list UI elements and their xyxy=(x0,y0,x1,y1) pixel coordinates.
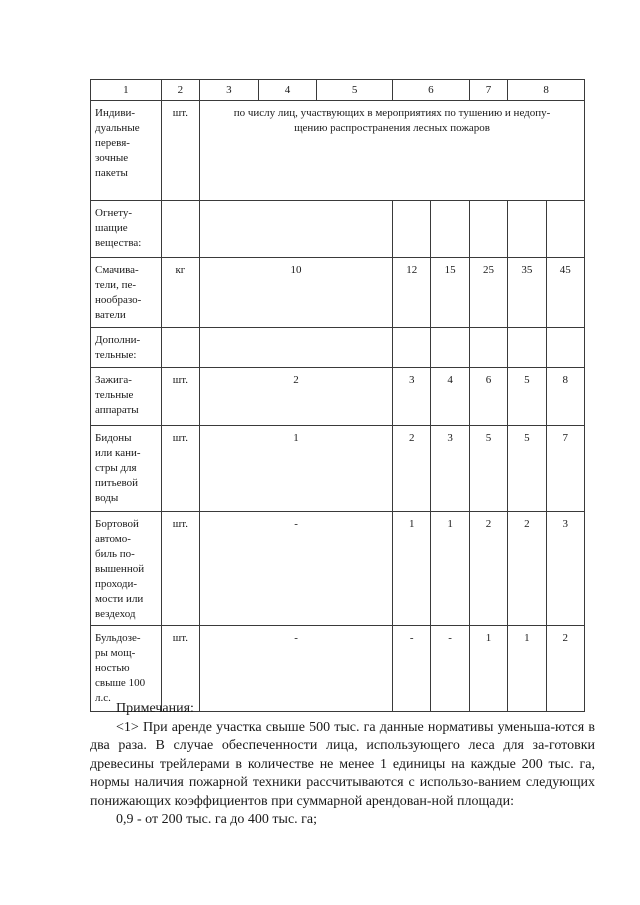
value-cell: - xyxy=(431,626,469,712)
header-cell: 7 xyxy=(469,80,507,101)
item-name-cell: Зажига- тельные аппараты xyxy=(91,368,162,426)
value-cell: 25 xyxy=(469,258,507,328)
table-row xyxy=(91,101,585,201)
value-cell: 2 xyxy=(469,512,507,626)
value-cell: 1 xyxy=(393,512,431,626)
group-value-cell: - xyxy=(200,626,393,712)
item-name-cell: Дополни- тельные: xyxy=(91,328,162,368)
value-cell: 5 xyxy=(469,426,507,512)
value-cell: 2 xyxy=(546,626,585,712)
value-cell: 1 xyxy=(469,626,507,712)
unit-cell: шт. xyxy=(161,626,199,712)
value-cell: 3 xyxy=(393,368,431,426)
unit-cell: шт. xyxy=(161,512,199,626)
empty-cell xyxy=(200,201,393,258)
notes-line: 0,9 - от 200 тыс. га до 400 тыс. га; xyxy=(116,812,317,827)
value-cell: 5 xyxy=(508,426,546,512)
empty-cell xyxy=(431,201,469,258)
norms-table xyxy=(90,79,585,712)
header-row xyxy=(91,80,585,101)
table-row xyxy=(91,426,585,512)
item-name-cell: Бидоны или кани- стры для питьевой воды xyxy=(91,426,162,512)
unit-cell: шт. xyxy=(161,426,199,512)
table-row xyxy=(91,201,585,258)
header-cell: 2 xyxy=(161,80,199,101)
value-cell: 4 xyxy=(431,368,469,426)
value-cell: 5 xyxy=(508,368,546,426)
header-cell: 6 xyxy=(393,80,470,101)
item-name-cell: Индиви- дуальные перевя- зочные пакеты xyxy=(91,101,162,201)
notes-heading: Примечания: xyxy=(116,701,194,716)
value-cell: 3 xyxy=(546,512,585,626)
span-text-cell: по числу лиц, участвующих в мероприятиях по тушению и недопу- щению распространения лесных пожаров xyxy=(200,101,585,201)
group-value-cell: 10 xyxy=(200,258,393,328)
group-value-cell: 2 xyxy=(200,368,393,426)
header-cell: 3 xyxy=(200,80,259,101)
item-name-cell: Смачива- тели, пе- нообразо- ватели xyxy=(91,258,162,328)
value-cell: 1 xyxy=(431,512,469,626)
value-cell: 15 xyxy=(431,258,469,328)
header-cell: 4 xyxy=(258,80,317,101)
empty-cell xyxy=(469,328,507,368)
header-cell: 8 xyxy=(508,80,585,101)
notes-section xyxy=(90,700,595,830)
empty-cell xyxy=(393,201,431,258)
item-name-cell: Огнету- шащие вещества: xyxy=(91,201,162,258)
item-name-cell: Бульдозе- ры мощ- ностью свыше 100 л.с. xyxy=(91,626,162,712)
notes-paragraph: <1> При аренде участка свыше 500 тыс. га данные нормативы уменьша-ются в два раза. В случае обеспеченности лица, использующего леса для за-готовки древесины трейлерами в количестве не менее 1 единицы на каждые 200 тыс. га, нормы наличия пожарной техники рассчитываются с использо-ванием следующих понижающих коэффициентов при суммарной арендован-ной площади: xyxy=(90,719,595,809)
table-body xyxy=(91,80,585,712)
value-cell: 7 xyxy=(546,426,585,512)
item-name-cell: Бортовой автомо- биль по- вышенной проходи- мости или вездеход xyxy=(91,512,162,626)
value-cell: 2 xyxy=(393,426,431,512)
table-row xyxy=(91,328,585,368)
table-row xyxy=(91,258,585,328)
value-cell: 35 xyxy=(508,258,546,328)
header-cell: 5 xyxy=(317,80,393,101)
group-value-cell: - xyxy=(200,512,393,626)
value-cell: 12 xyxy=(393,258,431,328)
empty-cell xyxy=(161,201,199,258)
table-row xyxy=(91,626,585,712)
value-cell: 1 xyxy=(508,626,546,712)
empty-cell xyxy=(508,328,546,368)
value-cell: 8 xyxy=(546,368,585,426)
value-cell: 45 xyxy=(546,258,585,328)
empty-cell xyxy=(200,328,393,368)
unit-cell: шт. xyxy=(161,368,199,426)
empty-cell xyxy=(393,328,431,368)
value-cell: 2 xyxy=(508,512,546,626)
empty-cell xyxy=(161,328,199,368)
unit-cell: шт. xyxy=(161,101,199,201)
empty-cell xyxy=(546,328,585,368)
table-row xyxy=(91,368,585,426)
group-value-cell: 1 xyxy=(200,426,393,512)
table-row xyxy=(91,512,585,626)
unit-cell: кг xyxy=(161,258,199,328)
empty-cell xyxy=(508,201,546,258)
value-cell: - xyxy=(393,626,431,712)
header-cell: 1 xyxy=(91,80,162,101)
value-cell: 6 xyxy=(469,368,507,426)
value-cell: 3 xyxy=(431,426,469,512)
empty-cell xyxy=(431,328,469,368)
empty-cell xyxy=(469,201,507,258)
empty-cell xyxy=(546,201,585,258)
